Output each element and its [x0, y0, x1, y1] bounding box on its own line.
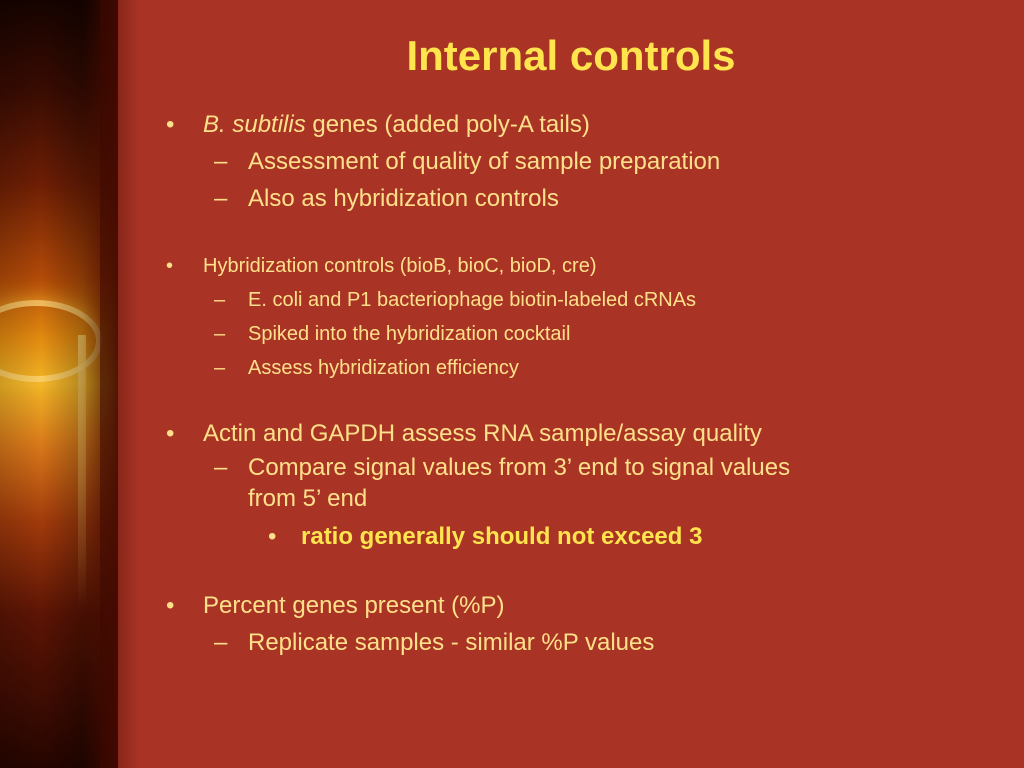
- dash-marker: –: [214, 454, 228, 481]
- sub-bullet-text: Spiked into the hybridization cocktail: [248, 323, 571, 345]
- sub-bullet-item: [162, 452, 922, 483]
- sub-bullet-item: [162, 143, 922, 180]
- bullet-text: Percent genes present (%P): [203, 592, 505, 619]
- sub-bullet-item: [162, 624, 922, 661]
- bullet-marker: •: [166, 420, 175, 447]
- bullet-text: Hybridization controls (bioB, bioC, bioD, cre): [203, 255, 597, 277]
- dash-marker: –: [214, 289, 226, 311]
- sub-bullet-text: Assess hybridization efficiency: [248, 357, 519, 379]
- bullet-marker: •: [268, 523, 277, 550]
- sub-sub-bullet-text: ratio generally should not exceed 3: [301, 523, 703, 550]
- bullet-text-rest: genes (added poly-A tails): [305, 111, 590, 138]
- glass-side-highlight: [78, 335, 86, 605]
- bullet-item: [162, 249, 922, 283]
- bullet-marker: •: [166, 111, 175, 138]
- bullet-item: [162, 415, 922, 452]
- bullet-text-italic: B. subtilis: [203, 111, 306, 138]
- bullet-marker: •: [166, 255, 174, 277]
- sub-bullet-text: Replicate samples - similar %P values: [248, 629, 655, 656]
- photo-strip-shadow: [100, 0, 140, 768]
- bullet-text: Actin and GAPDH assess RNA sample/assay quality: [203, 420, 762, 447]
- dash-marker: –: [214, 185, 228, 212]
- bullet-item: [162, 106, 922, 143]
- glass-rim-highlight: [0, 300, 102, 382]
- slide-title: Internal controls: [406, 32, 736, 79]
- sub-bullet-text: Compare signal values from 3’ end to signal values: [248, 454, 791, 481]
- sub-bullet-item: [162, 283, 922, 317]
- sub-bullet-text-continued: from 5’ end: [248, 485, 368, 512]
- dash-marker: –: [214, 323, 226, 345]
- bullet-text: [203, 111, 590, 138]
- sub-bullet-item: [162, 351, 922, 385]
- sub-bullet-text: Assessment of quality of sample preparation: [248, 148, 721, 175]
- bullet-item: [162, 587, 922, 624]
- dash-marker: –: [214, 148, 228, 175]
- sub-bullet-text: Also as hybridization controls: [248, 185, 559, 212]
- sub-bullet-text: E. coli and P1 bacteriophage biotin-labeled cRNAs: [248, 289, 697, 311]
- dash-marker: –: [214, 629, 228, 656]
- dash-marker: –: [214, 357, 226, 379]
- sub-bullet-continuation: [162, 483, 922, 514]
- slide-body: [162, 106, 922, 661]
- sub-bullet-item: [162, 317, 922, 351]
- sub-sub-bullet-item: [162, 518, 922, 555]
- sub-bullet-item: [162, 180, 922, 217]
- bullet-marker: •: [166, 592, 175, 619]
